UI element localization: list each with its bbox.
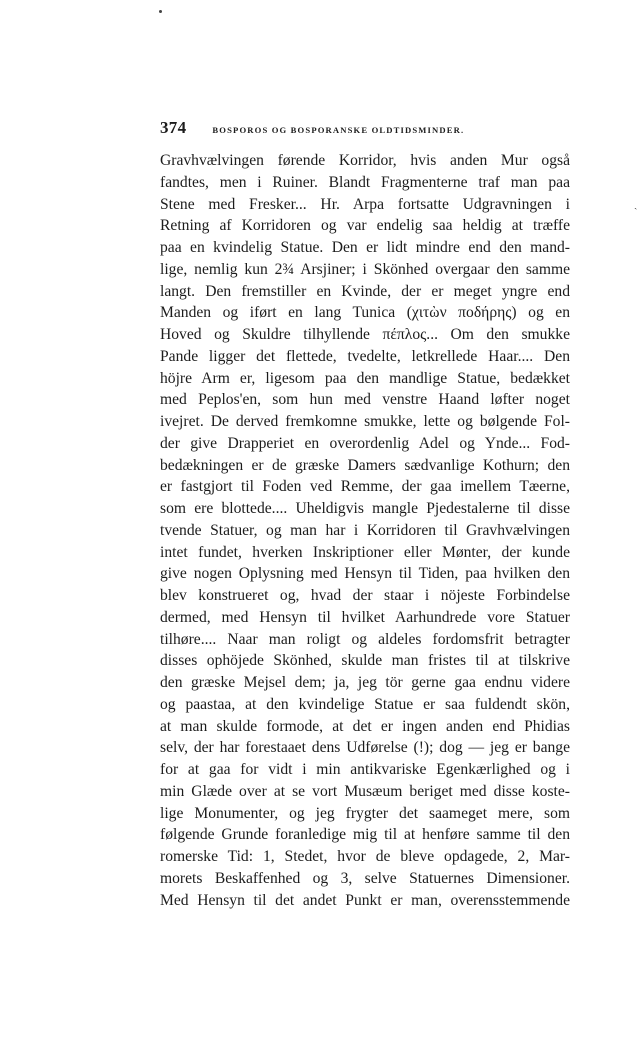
printer-mark xyxy=(159,10,162,13)
text-line: for at gaa for vidt i min antikvariske Egenkærlighed og i xyxy=(160,761,570,778)
text-line: romerske Tid: 1, Stedet, hvor de bleve opdagede, 2, Mar- xyxy=(160,848,570,865)
text-line: Gravhvælvingen førende Korridor, hvis anden Mur også xyxy=(160,152,570,169)
text-line: som ere blottede.... Uheldigvis mangle Pjedestalerne til disse xyxy=(160,500,570,517)
text-line: intet fundet, hverken Inskriptioner eller Mønter, der kunde xyxy=(160,543,570,561)
text-line: bedækningen er de græske Damers sædvanlige Kothurn; den xyxy=(160,456,570,474)
text-line: langt. Den fremstiller en Kvinde, der er meget yngre end xyxy=(160,282,570,300)
text-line: tilhøre.... Naar man roligt og aldeles fordomsfrit betragter xyxy=(160,630,570,648)
text-line: Stene med Fresker... Hr. Arpa fortsatte Udgravningen i xyxy=(160,195,570,213)
text-line: morets Beskaffenhed og 3, selve Statuernes Dimensioner. xyxy=(160,869,570,887)
text-line: Pande ligger det flettede, tvedelte, letkrellede Haar.... Den xyxy=(160,347,570,365)
text-line: fandtes, men i Ruiner. Blandt Fragmenterne traf man paa xyxy=(160,173,570,191)
text-line: med Peplos'en, som hun med venstre Haand løfter noget xyxy=(160,391,570,409)
running-head: BOSPOROS OG BOSPORANSKE OLDTIDSMINDER. xyxy=(212,125,465,135)
page-header xyxy=(160,118,580,140)
text-line: dermed, med Hensyn til hvilket Aarhundrede vore Statuer xyxy=(160,608,570,626)
text-line: den græske Mejsel dem; ja, jeg tör gerne gaa endnu videre xyxy=(160,674,570,691)
text-line: disses ophöjede Skönhed, skulde man fristes til at tilskrive xyxy=(160,652,570,670)
text-line: min Glæde over at se vort Musæum beriget med disse koste- xyxy=(160,782,570,800)
text-line: blev konstrueret og, hvad der staar i nöjeste Forbindelse xyxy=(160,587,570,604)
margin-mark: ˎ xyxy=(634,199,638,210)
text-line: höjre Arm er, ligesom paa den mandlige Statue, bedækket xyxy=(160,369,570,387)
page-number: 374 xyxy=(160,118,187,137)
text-line: Retning af Korridoren og var endelig saa heldig at træffe xyxy=(160,217,570,235)
text-line: Med Hensyn til det andet Punkt er man, overensstemmende xyxy=(160,891,570,909)
text-line: paa en kvindelig Statue. Den er lidt mindre end den mand- xyxy=(160,239,570,256)
text-line: Hoved og Skuldre tilhyllende πέπλος... Om den smukke xyxy=(160,326,570,343)
text-line: og paastaa, at den kvindelige Statue er saa fuldendt skön, xyxy=(160,695,570,713)
text-line: give nogen Oplysning med Hensyn til Tiden, paa hvilken den xyxy=(160,565,570,583)
text-line: lige Monumenter, og jeg frygter det saameget mere, som xyxy=(160,804,570,822)
text-line: der give Drapperiet en overordenlig Adel og Ynde... Fod- xyxy=(160,434,570,452)
text-line: Manden og iført en lang Tunica (χιτὼν ποδήρης) og en xyxy=(160,304,570,322)
text-line: lige, nemlig kun 2¾ Arsjiner; i Skönhed overgaar den samme xyxy=(160,260,570,278)
text-line: at man skulde formode, at det er ingen anden end Phidias xyxy=(160,717,570,735)
text-line: ivejret. De derved fremkomne smukke, lette og bølgende Fol- xyxy=(160,413,570,430)
text-line: tvende Statuer, og man har i Korridoren til Gravhvælvingen xyxy=(160,521,570,539)
body-text xyxy=(160,150,570,911)
text-line: følgende Grunde foranledige mig til at henføre samme til den xyxy=(160,826,570,844)
text-line: er fastgjort til Foden ved Remme, der gaa imellem Tæerne, xyxy=(160,478,570,496)
text-line: selv, der har forestaaet dens Udførelse (!); dog — jeg er bange xyxy=(160,739,570,757)
